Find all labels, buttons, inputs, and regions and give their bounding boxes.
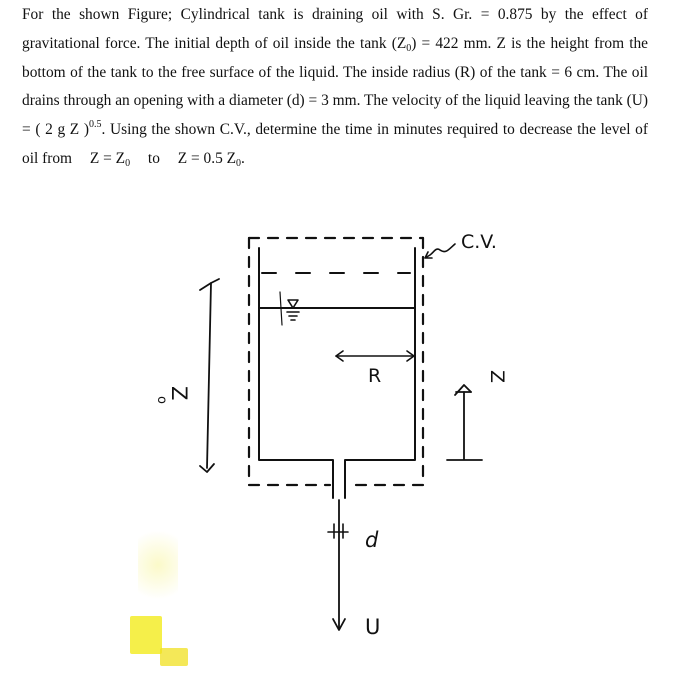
z0-dimension <box>200 279 219 472</box>
velocity-arrow <box>333 500 345 630</box>
velocity-label: U <box>365 615 381 639</box>
z-dimension <box>447 385 482 460</box>
radius-dimension <box>336 351 414 361</box>
tank-walls <box>259 248 415 498</box>
equation-end: Z = 0.5 $Z_0$. <box>177 149 245 169</box>
z0-label <box>154 386 191 404</box>
yellow-mark-small <box>160 648 188 666</box>
equation-start: $Z = Z_0$ <box>89 149 131 169</box>
yellow-speckle <box>138 520 178 610</box>
control-volume-boundary <box>249 238 423 485</box>
z0-subscript: 0 <box>406 42 412 54</box>
yellow-mark <box>130 616 162 654</box>
z-label: Z <box>486 370 508 384</box>
radius-label: R <box>368 365 382 387</box>
cv-pointer-icon <box>425 244 455 258</box>
problem-text-2: ) = 422 mm. Z is the height from the bottom of the tank to the free surface of the liquid. The inside radius (R) of the tank = 6 cm. The oil drains through an opening with a diameter (d) = 3 mm. The velocity of the liquid leaving the tank (U) = ( 2 g Z ) <box>22 34 648 139</box>
diameter-marker <box>328 524 348 538</box>
exponent: 0.5 <box>89 119 102 131</box>
svg-text:Z: Z <box>167 386 191 401</box>
to-word: to <box>147 149 160 167</box>
cv-label: C.V. <box>461 231 497 253</box>
diameter-label: d <box>365 528 379 552</box>
problem-text-1: For the shown Figure; Cylindrical tank is draining oil with S. Gr. = 0.875 by the effect of gravitational force. The initial depth of oil inside the tank (Z <box>22 6 648 52</box>
problem-text-3: . Using the shown C.V., determine the time in minutes required to decrease the level of oil from <box>22 121 648 167</box>
svg-text:o: o <box>154 396 169 404</box>
